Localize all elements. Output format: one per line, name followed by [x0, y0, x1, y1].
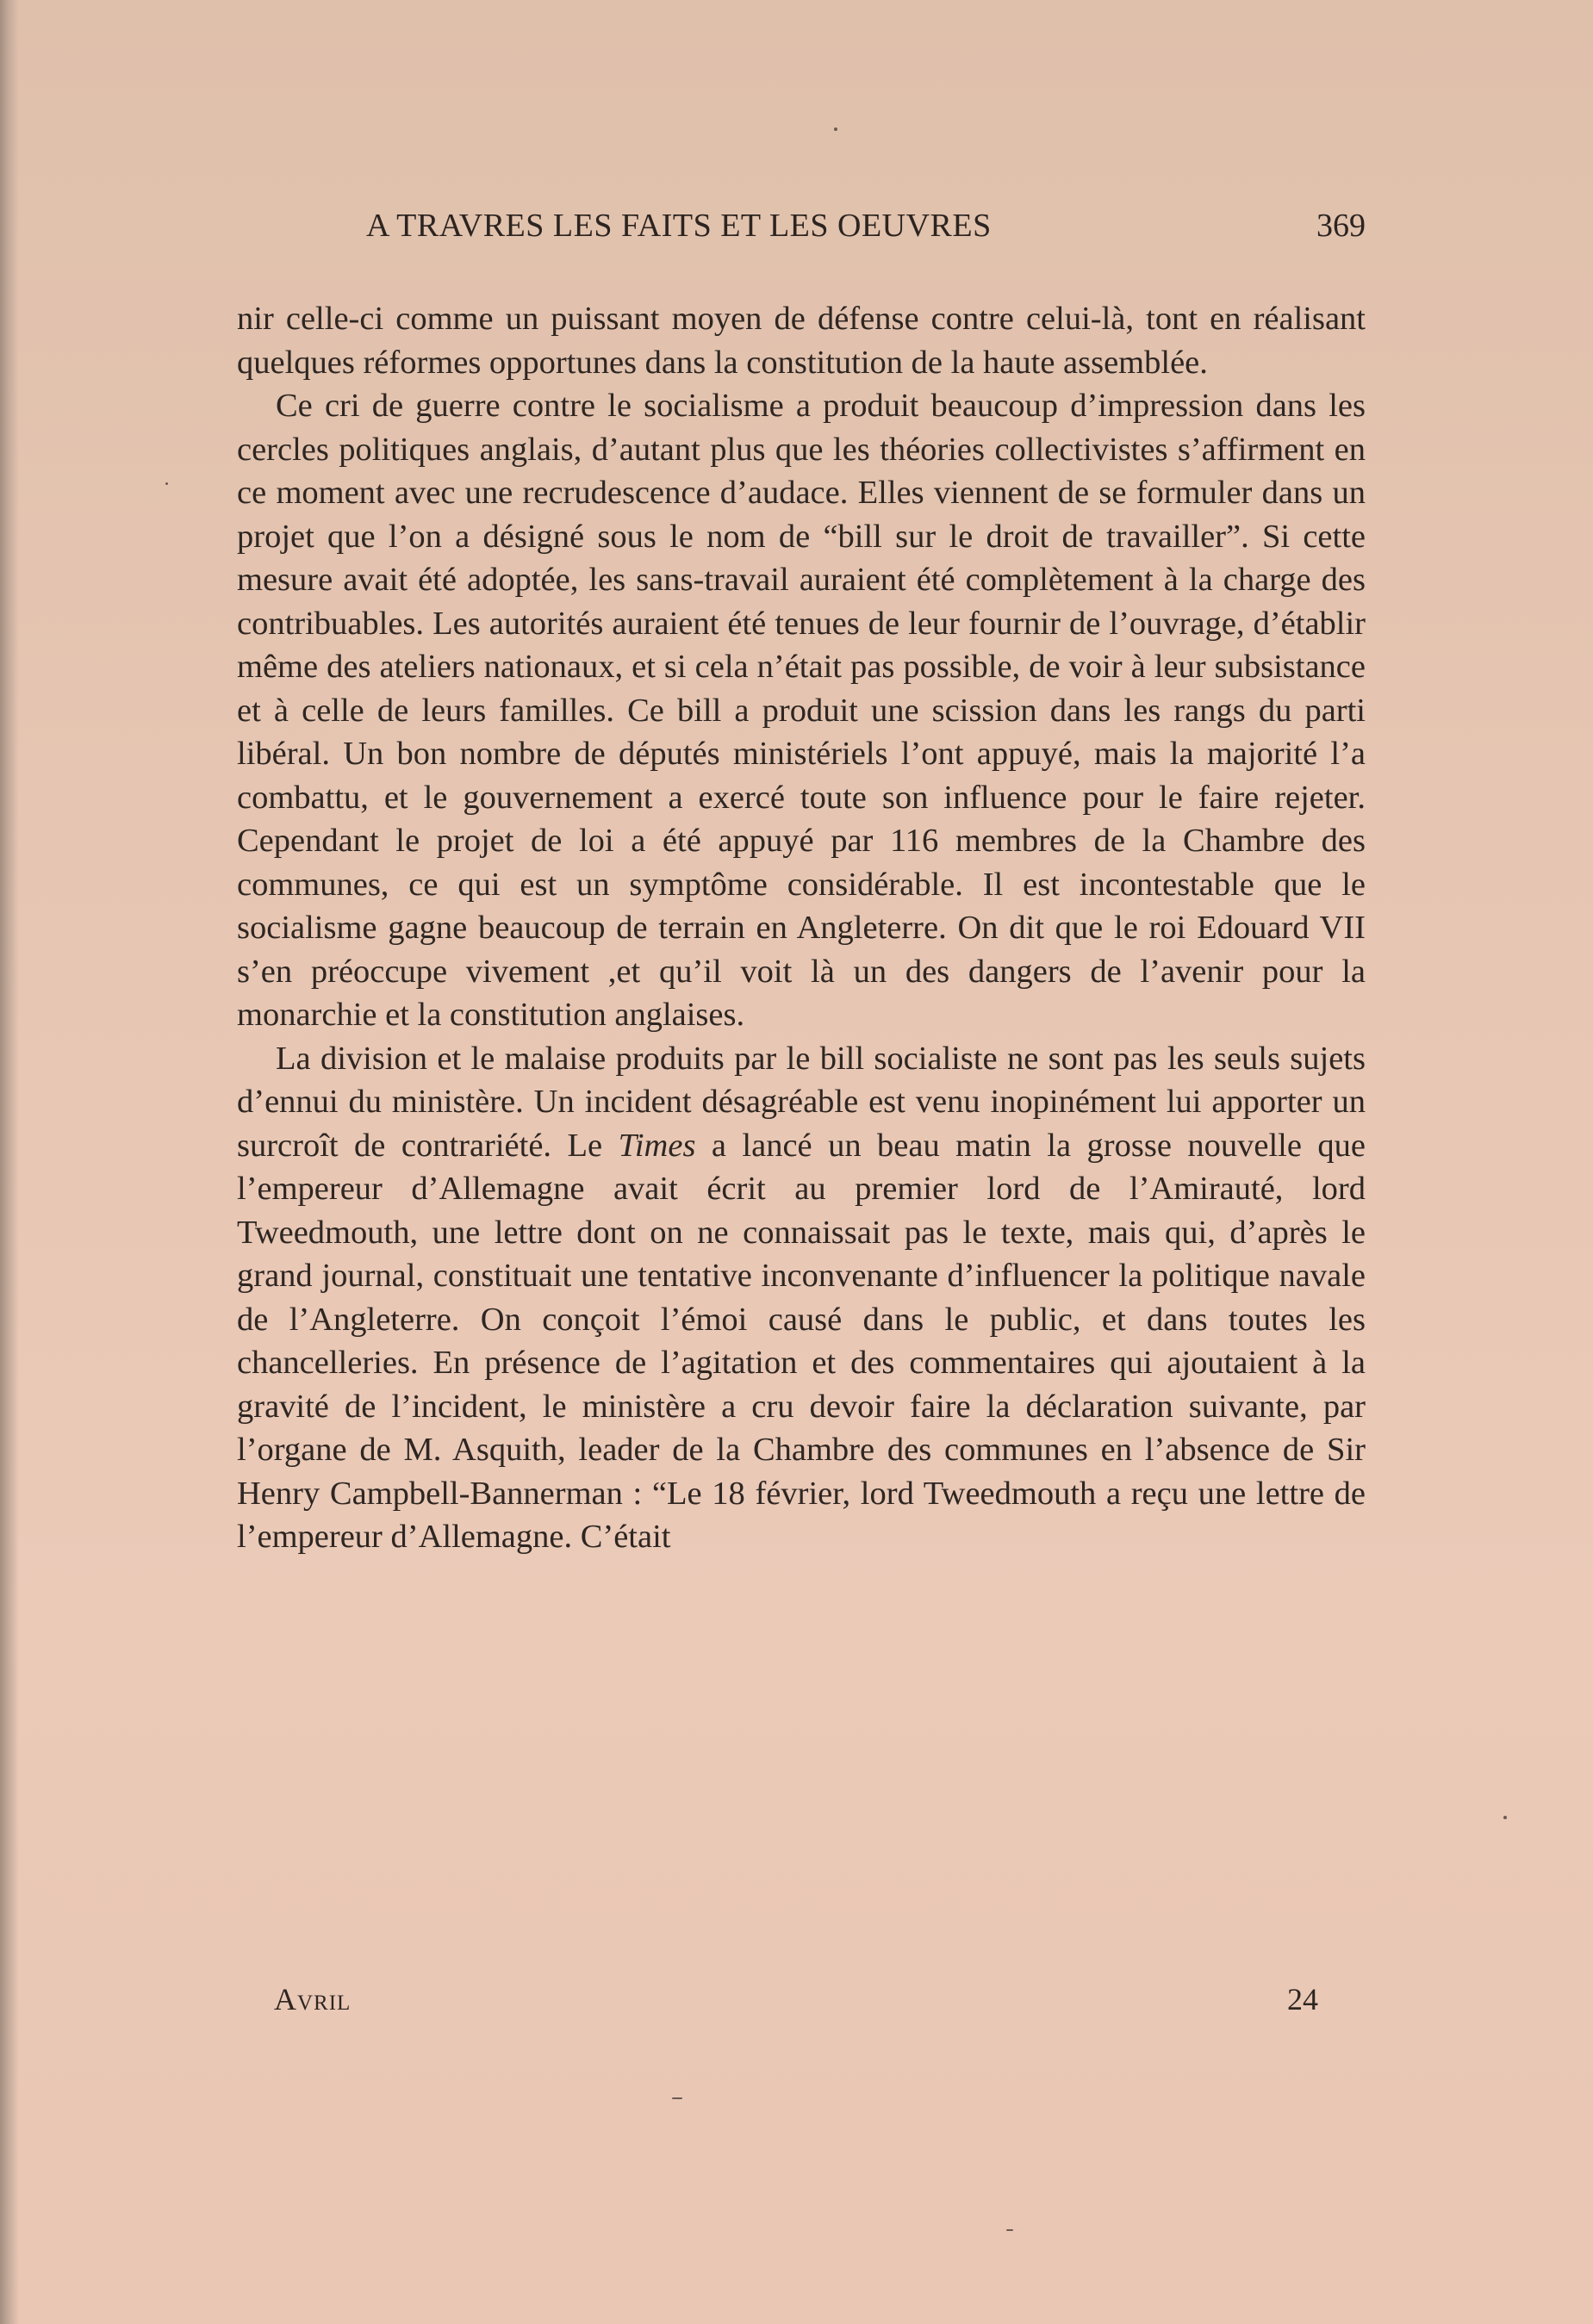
paragraph-3: La division et le malaise produits par le bill socialiste ne sont pas les seuls sujets d’ennui du ministère. Un incident désagréable est venu inopinément lui apporter un surcroît de contrariété. Le Times a lancé un beau matin la grosse nouvelle que l’empereur d’Allemagne avait écrit au premier lord de l’Amirauté, lord Tweedmouth, une lettre dont on ne connaissait pas le texte, mais qui, d’après le grand journal, constituait une tentative inconvenante d’influencer la politique navale de l’Angleterre. On conçoit l’émoi causé dans le public, et dans toutes les chancelleries. En présence de l’agitation et des commentaires qui ajoutaient à la gravité de l’incident, le ministère a cru devoir faire la déclaration suivante, par l’organe de M. Asquith, leader de la Chambre des communes en l’absence de Sir Henry Campbell-Bannerman : “Le 18 février, lord Tweedmouth a reçu une lettre de l’empereur d’Allemagne. C’était: [237, 1040, 1366, 1555]
running-header: [237, 207, 1366, 258]
article-body: [237, 297, 1366, 1559]
paper-speck: [1503, 1816, 1507, 1819]
page-footer: [274, 1981, 1318, 2024]
footer-month: Avril: [274, 1982, 352, 2016]
running-title: A TRAVRES LES FAITS ET LES OEUVRES: [366, 208, 992, 244]
paper-speck: [834, 127, 837, 131]
paragraph-2: Ce cri de guerre contre le socialisme a produit beaucoup d’impression dans les cercles politiques anglais, d’autant plus que les théories collectivistes s’affirment en ce moment avec une recrudescence d’audace. Elles viennent de se formuler dans un projet que l’on a désigné sous le nom de “bill sur le droit de travailler”. Si cette mesure avait été adoptée, les sans-travail auraient été complètement à la charge des contribuables. Les autorités auraient été tenues de leur fournir de l’ouvrage, d’établir même des ateliers nationaux, et si cela n’était pas possible, de voir à leur subsistance et à celle de leurs familles. Ce bill a produit une scission dans les rangs du parti libéral. Un bon nombre de députés ministériels l’ont appuyé, mais la majorité l’a combattu, et le gouvernement a exercé toute son influence pour le faire rejeter. Cependant le projet de loi a été appuyé par 116 membres de la Chambre des communes, ce qui est un symptôme considérable. Il est incontestable que le socialisme gagne beaucoup de terrain en Angleterre. On dit que le roi Edouard VII s’en préoccupe vivement ,et qu’il voit là un des dangers de l’avenir pour la monarchie et la constitution anglaises.: [237, 388, 1366, 1033]
signature-mark: 24: [1287, 1982, 1318, 2016]
newspaper-title: Times: [618, 1127, 696, 1164]
paragraph-1: nir celle-ci comme un puissant moyen de défense contre celui-là, tont en réalisant quelques réformes opportunes dans la constitution de la haute assemblée.: [237, 301, 1366, 381]
paper-speck: [165, 482, 168, 485]
page-binding-edge: [0, 0, 19, 2324]
paper-speck: [672, 2097, 682, 2099]
page-number: 369: [1316, 208, 1366, 244]
paper-speck: [1006, 2229, 1013, 2231]
